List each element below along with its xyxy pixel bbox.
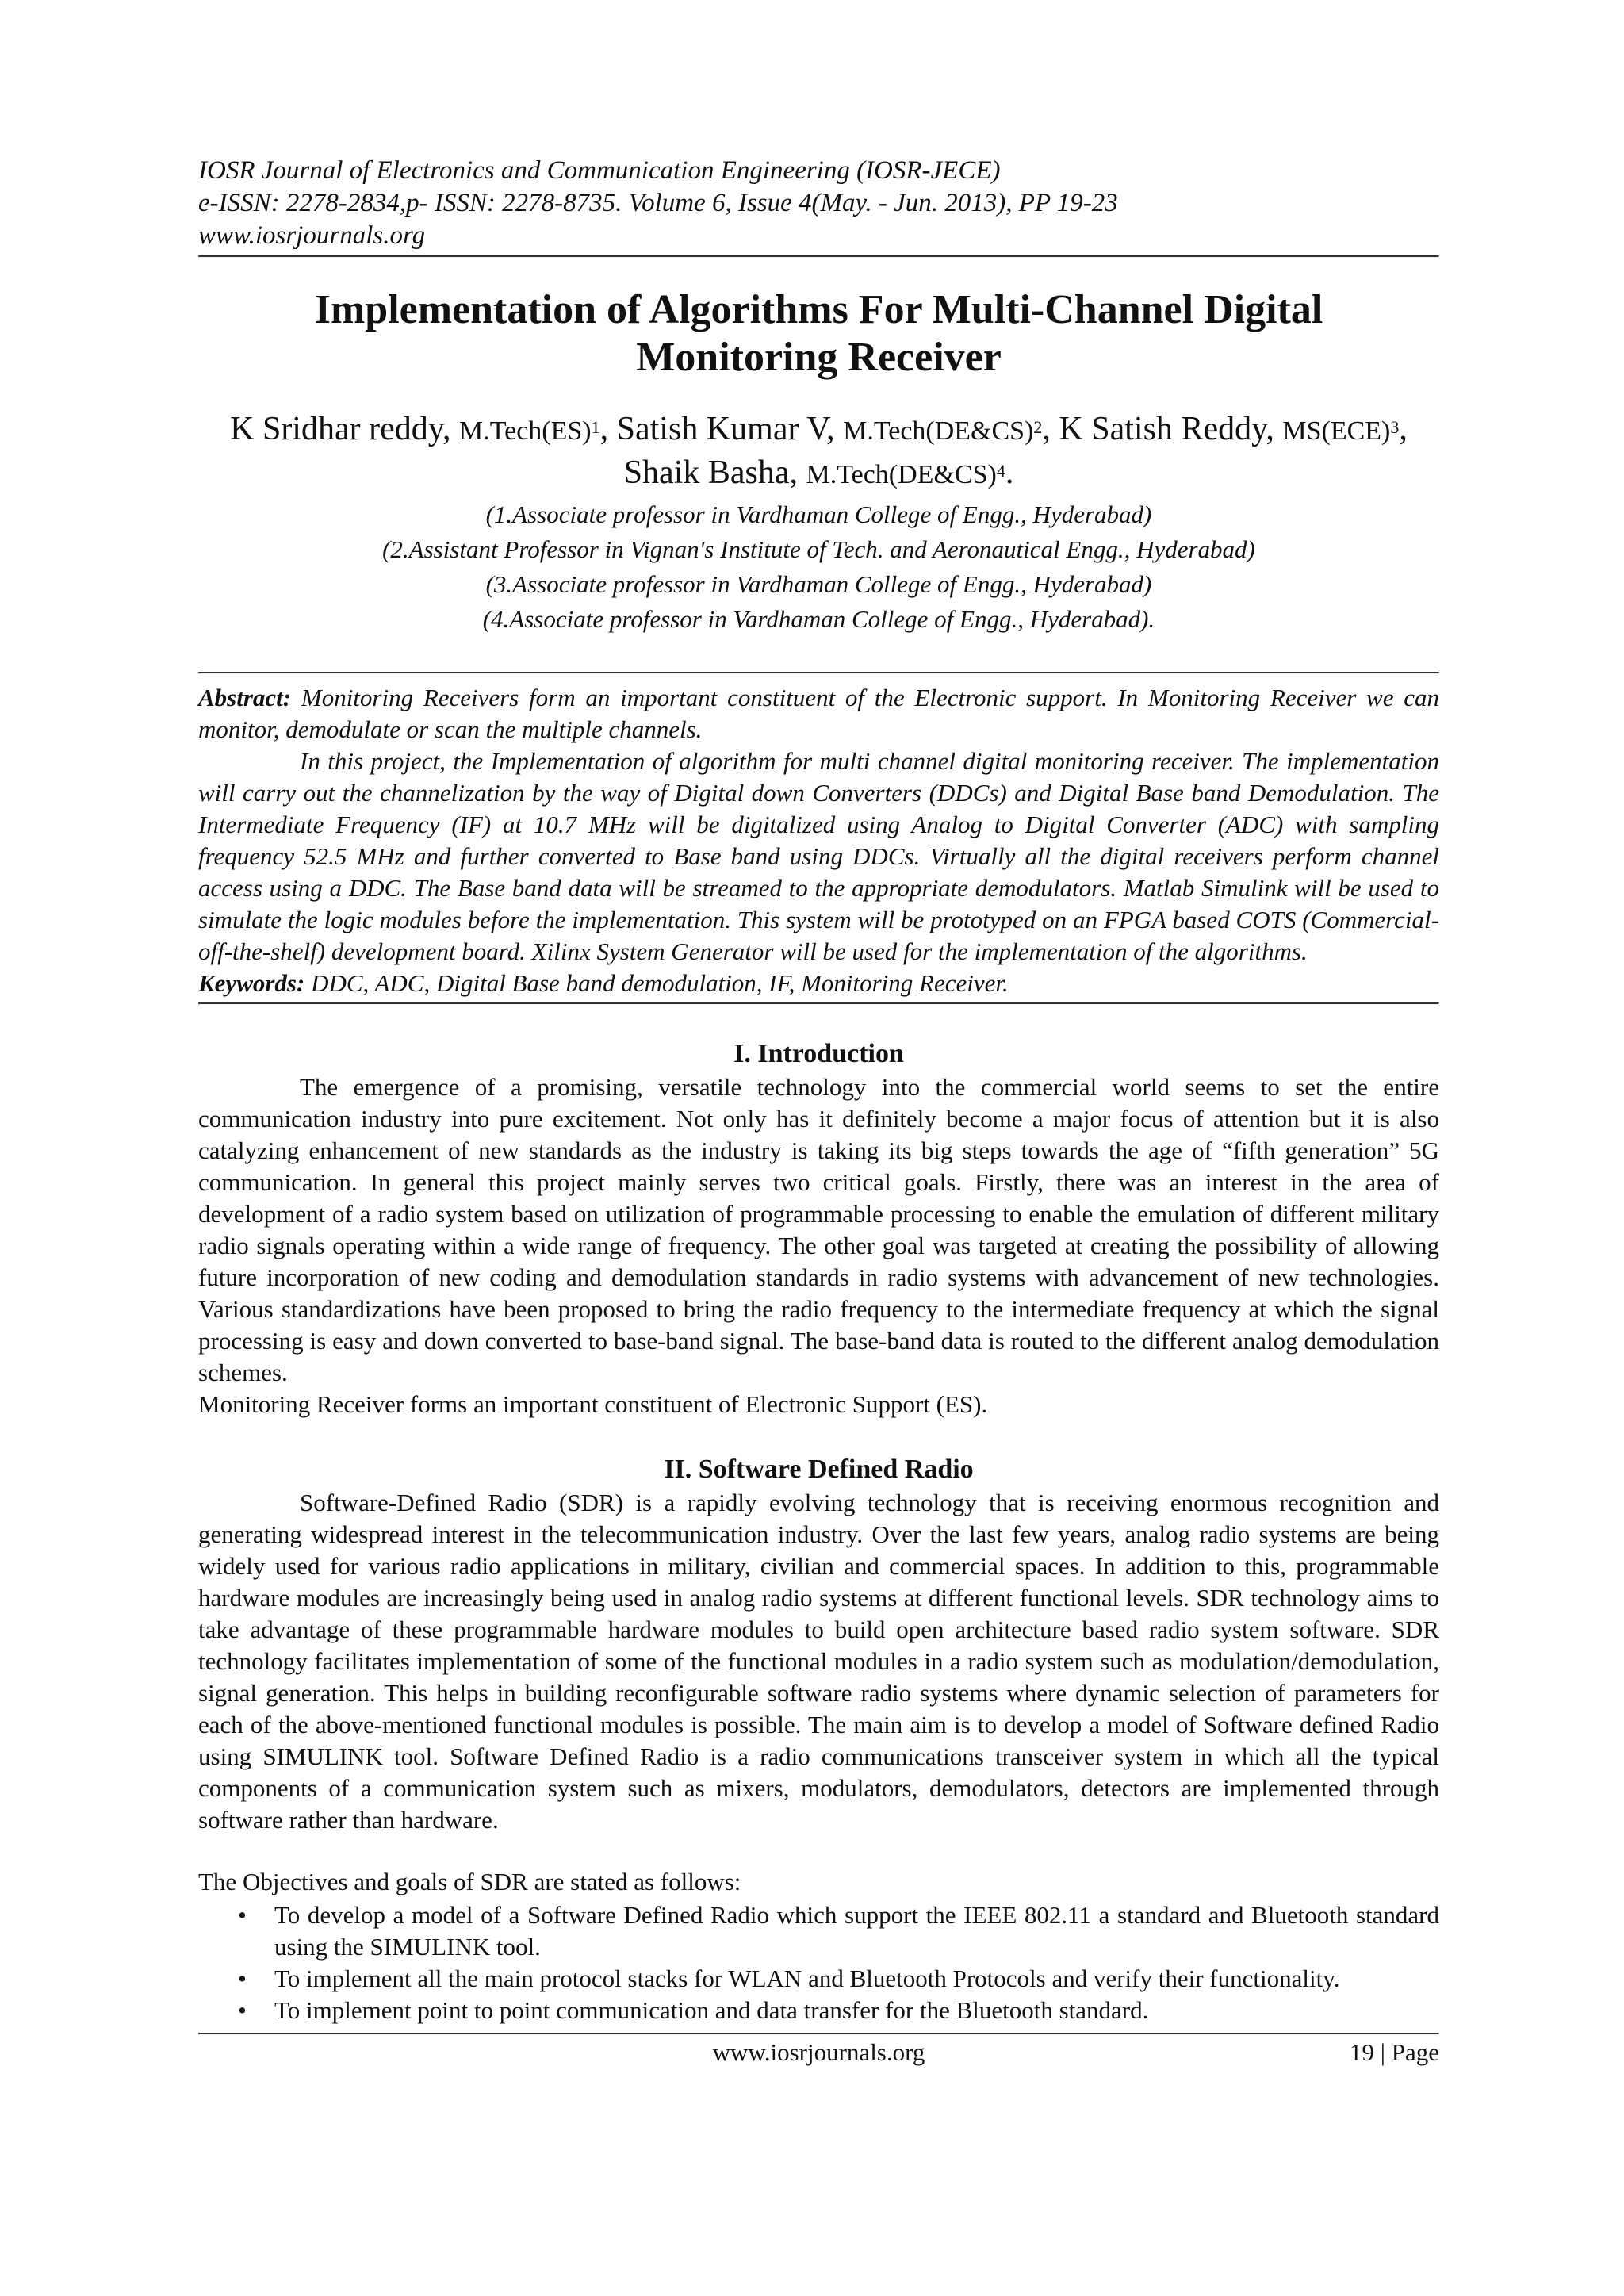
journal-name: IOSR Journal of Electronics and Communication Engineering (IOSR-JECE) (198, 156, 1001, 185)
keywords-text: DDC, ADC, Digital Base band demodulation, IF, Monitoring Receiver. (304, 969, 1009, 997)
abstract-paragraph: In this project, the Implementation of algorithm for multi channel digital monitoring receiver. The implementation will carry out the channelization by the way of Digital down Converters (DDCs) and Digital Base band Demodulation. The Intermediate Frequency (IF) at 10.7 MHz will be digitalized using Analog to Digital Converter (ADC) with sampling frequency 52.5 MHz and further converted to Base band using DDCs. Virtually all the digital receivers perform channel access using a DDC. The Base band data will be streamed to the appropriate demodulators. Matlab Simulink will be used to simulate the logic modules before the implementation. This system will be prototyped on an FPGA based COTS (Commercial-off-the-shelf) development board. Xilinx System Generator will be used for the implementation of the algorithms. (198, 747, 1439, 965)
journal-header (198, 155, 1439, 252)
journal-issn: e-ISSN: 2278-2834,p- ISSN: 2278-8735. Volume 6, Issue 4(May. - Jun. 2013), PP 19-23 (198, 189, 1118, 217)
footer-site: www.iosrjournals.org (712, 2038, 925, 2066)
author-marker: 4 (996, 461, 1005, 481)
section-software-defined-radio (198, 1452, 1439, 2026)
bullet-icon: • (238, 1996, 247, 2024)
author-marker: 1 (591, 417, 600, 437)
list-item: • To develop a model of a Software Defined Radio which support the IEEE 802.11 a standard and Bluetooth standard using the SIMULINK tool. (238, 1901, 1439, 1961)
bullet-icon: • (238, 1901, 247, 1929)
list-item: • To implement point to point communication and data transfer for the Bluetooth standard. (274, 1995, 1439, 2026)
affiliation-list (198, 499, 1439, 635)
author-list: K Sridhar reddy, M.Tech(ES)$^1$, Satish Kumar V, M.Tech(DE&CS)$^2$, K Satish Reddy, MS(ECE)$^3$, Shaik Basha, M.Tech(DE&CS)$^4$. (230, 411, 1408, 491)
affiliation: (3.Associate professor in Vardhaman College of Engg., Hyderabad) (485, 570, 1152, 598)
author-name: Shaik Basha, (623, 454, 806, 491)
abstract-bottom-divider (198, 1002, 1439, 1005)
abstract-text: Monitoring Receivers form an important constituent of the Electronic support. In Monitoring Receiver we can monitor, demodulate or scan the multiple channels. (198, 684, 1439, 743)
bullet-icon: • (238, 1964, 247, 1992)
paper-title: Implementation of Algorithms For Multi-Channel Digital Monitoring Receiver (314, 287, 1323, 380)
section-heading: II. Software Defined Radio (664, 1455, 974, 1484)
paragraph: The Objectives and goals of SDR are stated as follows: (198, 1868, 741, 1895)
abstract-label: Abstract: (198, 684, 292, 711)
section-heading: I. Introduction (733, 1039, 904, 1068)
author-name: Satish Kumar V, (616, 411, 844, 447)
paragraph: Software-Defined Radio (SDR) is a rapidly evolving technology that is receiving enormous recognition and generating widespread interest in the telecommunication industry. Over the last few years, analog radio systems are being widely used for various radio applications in military, civilian and commercial spaces. In addition to this, programmable hardware modules are increasingly being used in analog radio systems at different functional levels. SDR technology aims to take advantage of these programmable hardware modules to build open architecture based radio system software. SDR technology facilitates implementation of some of the functional modules in a radio system such as modulation/demodulation, signal generation. This helps in building reconfigurable software radio systems where dynamic selection of parameters for each of the above-mentioned functional modules is possible. The main aim is to develop a model of Software defined Radio using SIMULINK tool. Software Defined Radio is a radio communications transceiver system in which all the typical components of a communication system such as mixers, modulators, demodulators, detectors are implemented through software rather than hardware. (198, 1489, 1439, 1834)
author-marker: 2 (1033, 417, 1043, 437)
author-degree: MS(ECE) (1282, 416, 1391, 446)
paper-page (198, 155, 1439, 2070)
header-divider (198, 255, 1439, 258)
author-degree: M.Tech(ES) (459, 416, 592, 446)
page-footer (198, 2035, 1439, 2070)
journal-site: www.iosrjournals.org (198, 221, 426, 250)
abstract-top-divider (198, 672, 1439, 674)
affiliation: (2.Assistant Professor in Vignan's Institute of Tech. and Aeronautical Engg., Hyderabad) (382, 535, 1255, 563)
author-degree: M.Tech(DE&CS) (806, 460, 997, 489)
author-marker: 3 (1390, 417, 1400, 437)
affiliation: (4.Associate professor in Vardhaman College of Engg., Hyderabad). (482, 605, 1155, 633)
author-degree: M.Tech(DE&CS) (843, 416, 1034, 446)
author-name: K Satish Reddy, (1059, 411, 1283, 447)
list-item: • To implement all the main protocol stacks for WLAN and Bluetooth Protocols and verify their functionality. (274, 1963, 1439, 1995)
objectives-list (198, 1899, 1439, 2026)
abstract (198, 682, 1439, 999)
keywords-label: Keywords: (198, 969, 305, 997)
affiliation: (1.Associate professor in Vardhaman College of Engg., Hyderabad) (485, 500, 1152, 528)
paragraph: The emergence of a promising, versatile technology into the commercial world seems to set the entire communication industry into pure excitement. Not only has it definitely become a major focus of attention but it is also catalyzing enhancement of new standards as the industry is taking its big steps towards the age of “fifth generation” 5G communication. In general this project mainly serves two critical goals. Firstly, there was an interest in the area of development of a radio system based on utilization of programmable processing to enable the emulation of different military radio signals operating within a wide range of frequency. The other goal was targeted at creating the possibility of allowing future incorporation of new coding and demodulation standards in radio systems with advancement of new technologies. Various standardizations have been proposed to bring the radio frequency to the intermediate frequency at which the signal processing is easy and down converted to base-band signal. The base-band data is routed to the different analog demodulation schemes. (198, 1073, 1439, 1386)
author-name: K Sridhar reddy, (230, 411, 459, 447)
paragraph: Monitoring Receiver forms an important constituent of Electronic Support (ES). (198, 1390, 988, 1418)
section-introduction (198, 1037, 1439, 1420)
page-number: 19 | Page (1350, 2038, 1439, 2066)
